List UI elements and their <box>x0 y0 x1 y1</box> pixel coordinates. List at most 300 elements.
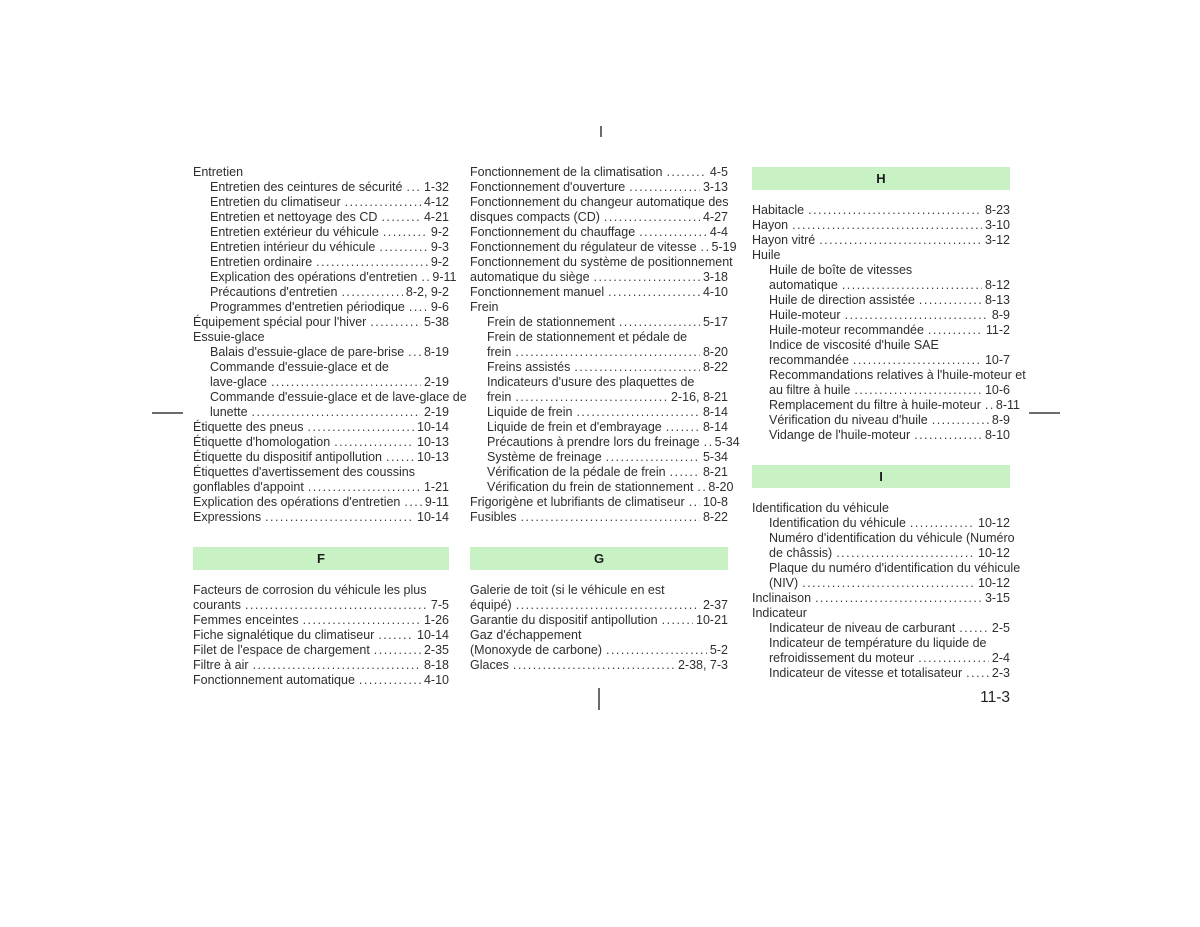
dot-leader <box>576 405 699 420</box>
entry-label: Vérification du niveau d'huile <box>769 413 928 427</box>
entry-page-number: 9-6 <box>430 300 449 314</box>
entry-page-number: 8-20 <box>708 480 734 494</box>
entry-label: frein <box>487 390 512 404</box>
entry-page-number: 9-2 <box>430 255 449 269</box>
section-header-G <box>470 547 728 570</box>
entry-page-number: 8-9 <box>991 308 1010 322</box>
entry-page-number: 10-14 <box>417 510 449 524</box>
dot-leader <box>697 480 705 495</box>
section-header-label: G <box>593 551 605 566</box>
entry-wrapped-line: Commande d'essuie-glace et de <box>210 360 389 374</box>
entry-wrapped-line: Fonctionnement du changeur automatique des <box>470 195 729 209</box>
dot-leader <box>345 195 421 210</box>
index-entry <box>470 315 728 330</box>
index-entry <box>752 516 1010 531</box>
entry-label: Entretien extérieur du véhicule <box>210 225 379 239</box>
entry-page-number: 2-19 <box>423 405 449 419</box>
index-entry <box>470 435 740 450</box>
index-entry <box>470 495 728 510</box>
entry-page-number: 4-4 <box>709 225 728 239</box>
entry-wrapped-line: Étiquettes d'avertissement des coussins <box>193 465 415 479</box>
index-column-2 <box>470 165 740 673</box>
index-entry <box>752 501 1010 516</box>
section-header-F <box>193 547 449 570</box>
entry-label: Entretien et nettoyage des CD <box>210 210 378 224</box>
dot-leader <box>515 390 668 405</box>
entry-label: Frein <box>470 300 499 314</box>
dot-leader <box>704 435 712 450</box>
dot-leader <box>914 428 982 443</box>
entry-page-number: 4-10 <box>702 285 728 299</box>
dot-leader <box>854 383 982 398</box>
section-header-label: H <box>876 171 886 186</box>
dot-leader <box>406 180 421 195</box>
entry-label: (NIV) <box>769 576 799 590</box>
entry-page-number: 8-21 <box>702 465 728 479</box>
entry-page-number: 10-12 <box>978 516 1010 530</box>
index-entry <box>470 480 734 495</box>
dot-leader <box>919 293 982 308</box>
entry-page-number: 5-38 <box>423 315 449 329</box>
entry-wrapped-line: Gaz d'échappement <box>470 628 582 642</box>
dot-leader <box>409 300 428 315</box>
index-entry <box>193 420 449 435</box>
dot-leader <box>386 450 414 465</box>
dot-leader <box>985 398 993 413</box>
dot-leader <box>802 576 975 591</box>
dot-leader <box>959 621 989 636</box>
entry-page-number: 2-3 <box>991 666 1010 680</box>
entry-wrapped-line: Numéro d'identification du véhicule (Numéro <box>769 531 1015 545</box>
entry-page-number: 5-17 <box>702 315 728 329</box>
dot-leader <box>910 516 975 531</box>
entry-page-number: 9-11 <box>432 270 457 284</box>
entry-page-number: 8-22 <box>702 360 728 374</box>
index-entry <box>752 413 1010 428</box>
index-entry <box>752 233 1010 248</box>
index-entry <box>193 465 449 495</box>
entry-page-number: 10-12 <box>978 576 1010 590</box>
dot-leader <box>608 285 700 300</box>
entry-page-number: 4-10 <box>423 673 449 687</box>
entry-label: Expressions <box>193 510 262 524</box>
entry-wrapped-line: Indice de viscosité d'huile SAE <box>769 338 939 352</box>
index-entry <box>752 666 1010 681</box>
dot-leader <box>359 673 421 688</box>
bottom-center-registration-mark <box>598 688 600 710</box>
index-entry <box>470 225 728 240</box>
index-entry <box>470 613 728 628</box>
index-entry <box>470 195 728 225</box>
entry-label: Explication des opérations d'entretien <box>210 270 418 284</box>
index-entry <box>193 628 449 643</box>
dot-leader <box>408 345 421 360</box>
entry-label: Vidange de l'huile-moteur <box>769 428 911 442</box>
right-crop-mark <box>1029 412 1060 414</box>
entry-page-number: 8-14 <box>702 420 728 434</box>
entry-page-number: 8-19 <box>423 345 449 359</box>
entry-label: (Monoxyde de carbone) <box>470 643 603 657</box>
index-entry <box>752 308 1010 323</box>
index-entry <box>193 240 449 255</box>
dot-leader <box>381 210 421 225</box>
entry-wrapped-line: Indicateurs d'usure des plaquettes de <box>487 375 695 389</box>
entry-label: Liquide de frein et d'embrayage <box>487 420 662 434</box>
index-entry <box>752 218 1010 233</box>
dot-leader <box>842 278 982 293</box>
entry-label: Fusibles <box>470 510 517 524</box>
index-entry <box>470 628 728 658</box>
index-entry <box>752 338 1010 368</box>
entry-label: Freins assistés <box>487 360 571 374</box>
index-entry <box>193 510 449 525</box>
entry-label: Fiche signalétique du climatiseur <box>193 628 375 642</box>
entry-label: Vérification du frein de stationnement <box>487 480 694 494</box>
index-entry <box>193 390 467 420</box>
entry-page-number: 3-10 <box>984 218 1010 232</box>
entry-label: Précautions d'entretien <box>210 285 338 299</box>
entry-label: Indicateur de vitesse et totalisateur <box>769 666 963 680</box>
entry-page-number: 11-2 <box>985 323 1010 337</box>
entry-label: Hayon <box>752 218 789 232</box>
entry-label: Liquide de frein <box>487 405 573 419</box>
dot-leader <box>918 651 989 666</box>
index-entry <box>193 495 449 510</box>
entry-label: disques compacts (CD) <box>470 210 600 224</box>
dot-leader <box>515 345 700 360</box>
left-crop-mark <box>152 412 183 414</box>
entry-page-number: 10-7 <box>984 353 1010 367</box>
entry-page-number: 8-18 <box>423 658 449 672</box>
dot-leader <box>606 450 700 465</box>
entry-page-number: 3-18 <box>702 270 728 284</box>
index-entry <box>193 435 449 450</box>
entry-label: refroidissement du moteur <box>769 651 915 665</box>
dot-leader <box>966 666 989 681</box>
entry-label: Programmes d'entretien périodique <box>210 300 405 314</box>
dot-leader <box>815 591 982 606</box>
entry-label: Huile <box>752 248 781 262</box>
entry-label: Équipement spécial pour l'hiver <box>193 315 367 329</box>
entry-page-number: 8-13 <box>984 293 1010 307</box>
entry-label: lunette <box>210 405 248 419</box>
entry-label: Entretien ordinaire <box>210 255 313 269</box>
entry-page-number: 7-5 <box>430 598 449 612</box>
dot-leader <box>639 225 707 240</box>
dot-leader <box>670 465 700 480</box>
dot-leader <box>792 218 982 233</box>
entry-label: Étiquette des pneus <box>193 420 304 434</box>
index-entry <box>470 180 728 195</box>
index-entry <box>193 450 449 465</box>
index-entry <box>752 531 1015 561</box>
entry-label: Explication des opérations d'entretien <box>193 495 401 509</box>
dot-leader <box>666 165 706 180</box>
dot-leader <box>308 420 415 435</box>
entry-label: Identification du véhicule <box>752 501 889 515</box>
entry-label: Balais d'essuie-glace de pare-brise <box>210 345 405 359</box>
index-entry <box>193 165 449 180</box>
dot-leader <box>404 495 422 510</box>
entry-label: gonflables d'appoint <box>193 480 304 494</box>
dot-leader <box>932 413 989 428</box>
dot-leader <box>594 270 700 285</box>
entry-label: Entretien intérieur du véhicule <box>210 240 376 254</box>
entry-label: au filtre à huile <box>769 383 851 397</box>
section-header-label: F <box>317 551 325 566</box>
entry-page-number: 4-12 <box>423 195 449 209</box>
dot-leader <box>808 203 982 218</box>
dot-leader <box>316 255 428 270</box>
index-entry <box>470 658 728 673</box>
dot-leader <box>334 435 414 450</box>
section-header-H <box>752 167 1010 190</box>
entry-label: lave-glace <box>210 375 267 389</box>
index-entry <box>470 465 728 480</box>
dot-leader <box>604 210 700 225</box>
entry-page-number: 5-19 <box>711 240 737 254</box>
dot-leader <box>928 323 983 338</box>
entry-label: Frigorigène et lubrifiants de climatiseur <box>470 495 685 509</box>
index-entry <box>752 636 1010 666</box>
dot-leader <box>271 375 421 390</box>
dot-leader <box>513 658 675 673</box>
index-entry <box>193 643 449 658</box>
index-entry <box>193 613 449 628</box>
index-entry <box>752 398 1020 413</box>
index-entry <box>470 165 728 180</box>
index-entry <box>470 240 737 255</box>
entry-label: Essuie-glace <box>193 330 265 344</box>
entry-label: recommandée <box>769 353 849 367</box>
index-entry <box>193 195 449 210</box>
entry-page-number: 5-34 <box>714 435 740 449</box>
index-entry <box>752 621 1010 636</box>
index-entry <box>193 180 449 195</box>
index-entry <box>193 300 449 315</box>
entry-label: de châssis) <box>769 546 833 560</box>
index-entry <box>193 210 449 225</box>
dot-leader <box>341 285 402 300</box>
entry-label: Précautions à prendre lors du freinage <box>487 435 700 449</box>
entry-label: Huile-moteur recommandée <box>769 323 924 337</box>
entry-label: frein <box>487 345 512 359</box>
dot-leader <box>265 510 414 525</box>
entry-label: Fonctionnement de la climatisation <box>470 165 663 179</box>
entry-label: Huile-moteur <box>769 308 841 322</box>
index-entry <box>752 606 1010 621</box>
page-number: 11-3 <box>980 689 1010 706</box>
dot-leader <box>629 180 700 195</box>
entry-label: Fonctionnement manuel <box>470 285 605 299</box>
entry-page-number: 2-5 <box>991 621 1010 635</box>
index-entry <box>193 255 449 270</box>
entry-wrapped-line: Galerie de toit (si le véhicule en est <box>470 583 665 597</box>
index-entry <box>193 330 449 345</box>
index-entry <box>752 368 1026 398</box>
entry-wrapped-line: Facteurs de corrosion du véhicule les plus <box>193 583 427 597</box>
index-entry <box>193 270 457 285</box>
entry-page-number: 8-20 <box>702 345 728 359</box>
entry-page-number: 8-10 <box>984 428 1010 442</box>
index-entry <box>752 323 1010 338</box>
index-entry <box>470 420 728 435</box>
entry-label: Vérification de la pédale de frein <box>487 465 666 479</box>
index-entry <box>752 293 1010 308</box>
entry-label: équipé) <box>470 598 512 612</box>
entry-page-number: 10-14 <box>417 628 449 642</box>
dot-leader <box>245 598 428 613</box>
index-entry <box>470 330 728 360</box>
entry-page-number: 9-2 <box>430 225 449 239</box>
index-entry <box>752 591 1010 606</box>
entry-label: Entretien <box>193 165 244 179</box>
index-entry <box>193 673 449 688</box>
section-header-I <box>752 465 1010 488</box>
entry-page-number: 4-21 <box>423 210 449 224</box>
index-column-1 <box>193 165 467 688</box>
entry-label: automatique du siège <box>470 270 590 284</box>
dot-leader <box>303 613 421 628</box>
entry-wrapped-line: Frein de stationnement et pédale de <box>487 330 688 344</box>
dot-leader <box>819 233 982 248</box>
index-entry <box>193 658 449 673</box>
entry-page-number: 8-9 <box>991 413 1010 427</box>
entry-page-number: 10-12 <box>978 546 1010 560</box>
dot-leader <box>521 510 700 525</box>
entry-page-number: 1-21 <box>423 480 449 494</box>
entry-label: Fonctionnement d'ouverture <box>470 180 626 194</box>
entry-wrapped-line: Plaque du numéro d'identification du véhicule <box>769 561 1021 575</box>
entry-page-number: 8-2, 9-2 <box>405 285 449 299</box>
entry-page-number: 4-5 <box>709 165 728 179</box>
dot-leader <box>421 270 429 285</box>
entry-label: courants <box>193 598 241 612</box>
entry-label: Remplacement du filtre à huile-moteur <box>769 398 981 412</box>
index-column-3 <box>752 165 1026 706</box>
entry-page-number: 2-35 <box>423 643 449 657</box>
dot-leader <box>845 308 989 323</box>
entry-wrapped-line: Fonctionnement du système de positionnement <box>470 255 733 269</box>
entry-label: Inclinaison <box>752 591 812 605</box>
entry-label: Fonctionnement automatique <box>193 673 355 687</box>
entry-page-number: 10-13 <box>417 450 449 464</box>
entry-page-number: 10-14 <box>417 420 449 434</box>
index-entry <box>470 255 733 285</box>
entry-page-number: 2-38, 7-3 <box>677 658 728 672</box>
index-entry <box>470 510 728 525</box>
entry-label: automatique <box>769 278 838 292</box>
entry-page-number: 9-3 <box>430 240 449 254</box>
dot-leader <box>701 240 709 255</box>
entry-label: Indicateur de niveau de carburant <box>769 621 956 635</box>
dot-leader <box>619 315 700 330</box>
index-entry <box>193 285 449 300</box>
index-entry <box>470 450 728 465</box>
entry-label: Étiquette d'homologation <box>193 435 331 449</box>
entry-page-number: 1-26 <box>423 613 449 627</box>
entry-label: Filtre à air <box>193 658 249 672</box>
entry-page-number: 3-15 <box>984 591 1010 605</box>
dot-leader <box>378 628 414 643</box>
entry-label: Fonctionnement du régulateur de vitesse <box>470 240 697 254</box>
entry-label: Fonctionnement du chauffage <box>470 225 636 239</box>
dot-leader <box>383 225 428 240</box>
entry-label: Indicateur <box>752 606 807 620</box>
dot-leader <box>379 240 428 255</box>
dot-leader <box>308 480 421 495</box>
entry-label: Habitacle <box>752 203 805 217</box>
entry-page-number: 8-11 <box>995 398 1020 412</box>
dot-leader <box>252 405 421 420</box>
entry-page-number: 3-13 <box>702 180 728 194</box>
index-entry <box>470 375 728 405</box>
entry-label: Identification du véhicule <box>769 516 906 530</box>
entry-page-number: 9-11 <box>424 495 449 509</box>
index-entry <box>193 583 449 613</box>
index-entry <box>752 248 1010 263</box>
entry-page-number: 8-23 <box>984 203 1010 217</box>
dot-leader <box>370 315 421 330</box>
entry-page-number: 2-19 <box>423 375 449 389</box>
entry-page-number: 10-13 <box>417 435 449 449</box>
dot-leader <box>836 546 975 561</box>
entry-wrapped-line: Commande d'essuie-glace et de lave-glace de <box>210 390 467 404</box>
dot-leader <box>853 353 982 368</box>
entry-wrapped-line: Recommandations relatives à l'huile-moteur et <box>769 368 1026 382</box>
entry-wrapped-line: Huile de boîte de vitesses <box>769 263 913 277</box>
entry-page-number: 3-12 <box>984 233 1010 247</box>
dot-leader <box>253 658 421 673</box>
index-entry <box>752 203 1010 218</box>
index-entry <box>752 428 1010 443</box>
entry-label: Filet de l'espace de chargement <box>193 643 370 657</box>
dot-leader <box>606 643 707 658</box>
dot-leader <box>666 420 700 435</box>
index-entry <box>193 315 449 330</box>
entry-page-number: 8-14 <box>702 405 728 419</box>
entry-page-number: 8-12 <box>984 278 1010 292</box>
entry-label: Entretien des ceintures de sécurité <box>210 180 403 194</box>
index-entry <box>470 285 728 300</box>
entry-page-number: 8-22 <box>702 510 728 524</box>
entry-page-number: 5-34 <box>702 450 728 464</box>
entry-label: Entretien du climatiseur <box>210 195 341 209</box>
entry-label: Femmes enceintes <box>193 613 299 627</box>
entry-page-number: 1-32 <box>423 180 449 194</box>
index-entry <box>193 360 449 390</box>
entry-page-number: 10-21 <box>696 613 728 627</box>
index-entry <box>470 300 728 315</box>
entry-page-number: 2-4 <box>991 651 1010 665</box>
index-entry <box>752 561 1021 591</box>
entry-page-number: 2-16, 8-21 <box>671 390 728 404</box>
entry-label: Garantie du dispositif antipollution <box>470 613 658 627</box>
top-center-registration-mark <box>600 126 602 137</box>
entry-page-number: 5-2 <box>709 643 728 657</box>
index-entry <box>470 360 728 375</box>
entry-page-number: 4-27 <box>702 210 728 224</box>
entry-wrapped-line: Indicateur de température du liquide de <box>769 636 987 650</box>
dot-leader <box>662 613 693 628</box>
index-entry <box>470 583 728 613</box>
entry-label: Étiquette du dispositif antipollution <box>193 450 383 464</box>
index-entry <box>193 345 449 360</box>
dot-leader <box>689 495 700 510</box>
index-entry <box>470 405 728 420</box>
dot-leader <box>374 643 421 658</box>
entry-page-number: 2-37 <box>702 598 728 612</box>
